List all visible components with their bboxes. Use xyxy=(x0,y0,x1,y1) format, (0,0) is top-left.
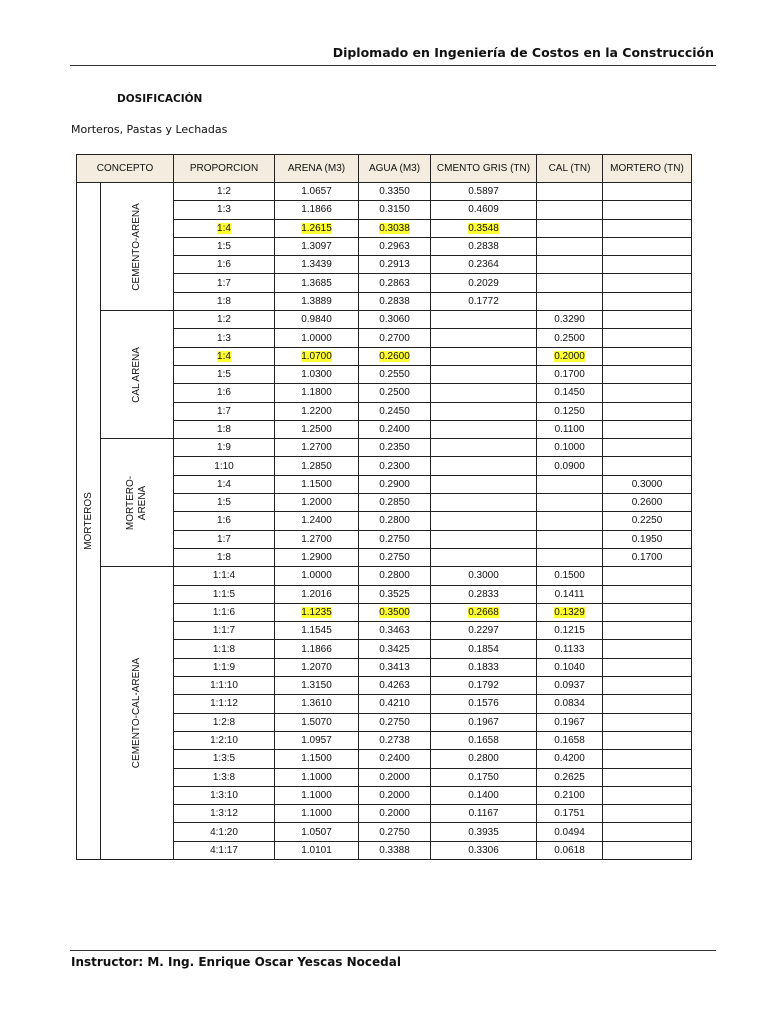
group-label: CEMENTO-CAL-ARENA xyxy=(101,567,174,860)
cell xyxy=(603,786,692,804)
cell xyxy=(603,311,692,329)
highlighted-value: 0.3500 xyxy=(379,606,410,618)
cell xyxy=(603,274,692,292)
cell xyxy=(431,219,537,237)
cell: 0.0494 xyxy=(537,823,603,841)
table-row xyxy=(77,183,692,201)
cell: 0.3150 xyxy=(359,201,431,219)
cell: 0.2750 xyxy=(359,548,431,566)
cell xyxy=(603,603,692,621)
cell: 0.2750 xyxy=(359,823,431,841)
cell: 0.2750 xyxy=(359,713,431,731)
cell: 0.2500 xyxy=(537,329,603,347)
cell: 1.1800 xyxy=(275,384,359,402)
cell: 1:10 xyxy=(174,457,275,475)
cell: 0.2838 xyxy=(431,237,537,255)
cell: 0.0618 xyxy=(537,841,603,859)
table-row xyxy=(77,567,692,585)
cell: 0.3525 xyxy=(359,585,431,603)
cell: 0.2029 xyxy=(431,274,537,292)
cell: 1.0657 xyxy=(275,183,359,201)
cell: 0.2350 xyxy=(359,439,431,457)
cell: 0.2625 xyxy=(537,768,603,786)
cell xyxy=(603,365,692,383)
cell: 0.3000 xyxy=(603,475,692,493)
cell: 1:1:6 xyxy=(174,603,275,621)
cell: 1:3 xyxy=(174,329,275,347)
cell: 0.2750 xyxy=(359,530,431,548)
cell: 1.2400 xyxy=(275,512,359,530)
cell: 1.1545 xyxy=(275,622,359,640)
cell: 1.0000 xyxy=(275,329,359,347)
cell: 0.1411 xyxy=(537,585,603,603)
cell: 1:8 xyxy=(174,548,275,566)
cell: 0.2000 xyxy=(359,786,431,804)
cell xyxy=(537,494,603,512)
cell: 0.3350 xyxy=(359,183,431,201)
highlighted-value: 0.3548 xyxy=(468,222,499,234)
dosificacion-table xyxy=(76,154,692,860)
cell xyxy=(431,457,537,475)
table-header-row xyxy=(77,155,692,183)
cell: 0.1040 xyxy=(537,658,603,676)
cell: 1.2500 xyxy=(275,420,359,438)
category-label: MORTEROS xyxy=(77,183,101,860)
cell xyxy=(431,494,537,512)
cell: 1.0507 xyxy=(275,823,359,841)
cell: 1:2 xyxy=(174,183,275,201)
cell: 1:2:10 xyxy=(174,731,275,749)
cell xyxy=(537,219,603,237)
cell: 0.1167 xyxy=(431,805,537,823)
cell: 0.3935 xyxy=(431,823,537,841)
cell xyxy=(431,512,537,530)
cell: 0.4200 xyxy=(537,750,603,768)
cell xyxy=(537,256,603,274)
cell: 0.2400 xyxy=(359,420,431,438)
cell: 0.2700 xyxy=(359,329,431,347)
cell xyxy=(603,567,692,585)
cell xyxy=(431,365,537,383)
highlighted-value: 1:4 xyxy=(217,350,231,362)
cell xyxy=(603,329,692,347)
cell: 1:1:12 xyxy=(174,695,275,713)
cell: 0.1250 xyxy=(537,402,603,420)
cell: 0.2297 xyxy=(431,622,537,640)
cell: 0.1133 xyxy=(537,640,603,658)
cell: 1:4 xyxy=(174,475,275,493)
cell xyxy=(275,603,359,621)
section-subtitle: Morteros, Pastas y Lechadas xyxy=(71,123,228,136)
cell: 1.3097 xyxy=(275,237,359,255)
cell: 1:1:8 xyxy=(174,640,275,658)
cell: 1:1:10 xyxy=(174,677,275,695)
cell: 1.0000 xyxy=(275,567,359,585)
cell: 0.1000 xyxy=(537,439,603,457)
cell: 1.1866 xyxy=(275,640,359,658)
cell xyxy=(603,292,692,310)
cell xyxy=(275,347,359,365)
cell: 1.0300 xyxy=(275,365,359,383)
cell: 1:5 xyxy=(174,237,275,255)
cell: 0.2300 xyxy=(359,457,431,475)
cell: 1.3889 xyxy=(275,292,359,310)
cell: 1:3:10 xyxy=(174,786,275,804)
cell: 1.2070 xyxy=(275,658,359,676)
cell xyxy=(537,183,603,201)
cell: 1:5 xyxy=(174,494,275,512)
cell: 1.2850 xyxy=(275,457,359,475)
cell: 0.0937 xyxy=(537,677,603,695)
cell: 1.0101 xyxy=(275,841,359,859)
cell xyxy=(603,219,692,237)
cell: 0.1700 xyxy=(537,365,603,383)
cell: 0.1658 xyxy=(537,731,603,749)
cell xyxy=(603,750,692,768)
cell: 1:1:7 xyxy=(174,622,275,640)
cell xyxy=(537,603,603,621)
cell xyxy=(603,201,692,219)
cell: 1:2:8 xyxy=(174,713,275,731)
cell: 0.3463 xyxy=(359,622,431,640)
cell xyxy=(603,731,692,749)
cell: 1:7 xyxy=(174,274,275,292)
cell: 0.1854 xyxy=(431,640,537,658)
cell: 0.2963 xyxy=(359,237,431,255)
cell xyxy=(431,311,537,329)
cell: 0.2000 xyxy=(359,805,431,823)
cell xyxy=(603,183,692,201)
cell: 0.1700 xyxy=(603,548,692,566)
cell xyxy=(431,439,537,457)
cell: 0.2400 xyxy=(359,750,431,768)
cell xyxy=(603,677,692,695)
cell: 1.0957 xyxy=(275,731,359,749)
cell: 0.2800 xyxy=(359,567,431,585)
cell: 0.1967 xyxy=(431,713,537,731)
cell: 0.1450 xyxy=(537,384,603,402)
cell xyxy=(603,402,692,420)
cell xyxy=(603,347,692,365)
cell: 1.1866 xyxy=(275,201,359,219)
cell xyxy=(603,585,692,603)
cell: 4:1:17 xyxy=(174,841,275,859)
highlighted-value: 0.1329 xyxy=(554,606,585,618)
cell: 1:8 xyxy=(174,420,275,438)
column-header: CONCEPTO xyxy=(77,155,174,183)
cell xyxy=(537,292,603,310)
cell: 0.3000 xyxy=(431,567,537,585)
cell: 1:6 xyxy=(174,256,275,274)
cell: 0.2863 xyxy=(359,274,431,292)
cell: 0.4609 xyxy=(431,201,537,219)
cell: 0.1400 xyxy=(431,786,537,804)
cell: 1.3685 xyxy=(275,274,359,292)
cell xyxy=(603,420,692,438)
cell: 0.4210 xyxy=(359,695,431,713)
cell: 0.1100 xyxy=(537,420,603,438)
highlighted-value: 0.2668 xyxy=(468,606,499,618)
cell: 0.4263 xyxy=(359,677,431,695)
highlighted-value: 1.1235 xyxy=(301,606,332,618)
cell: 0.3290 xyxy=(537,311,603,329)
cell xyxy=(603,805,692,823)
cell: 0.2600 xyxy=(603,494,692,512)
cell: 1:9 xyxy=(174,439,275,457)
group-label: CAL ARENA xyxy=(101,311,174,439)
cell: 1:8 xyxy=(174,292,275,310)
cell xyxy=(603,457,692,475)
cell xyxy=(537,201,603,219)
cell: 1.1500 xyxy=(275,750,359,768)
cell: 0.1967 xyxy=(537,713,603,731)
cell xyxy=(431,402,537,420)
cell xyxy=(359,347,431,365)
cell: 1:1:4 xyxy=(174,567,275,585)
section-title: DOSIFICACIÓN xyxy=(117,93,203,105)
cell: 1.1000 xyxy=(275,768,359,786)
cell: 1:6 xyxy=(174,512,275,530)
cell xyxy=(603,713,692,731)
cell xyxy=(537,512,603,530)
cell: 1:1:9 xyxy=(174,658,275,676)
cell: 0.2000 xyxy=(359,768,431,786)
cell: 1:3:8 xyxy=(174,768,275,786)
cell: 1:7 xyxy=(174,402,275,420)
highlighted-value: 1:4 xyxy=(217,222,231,234)
cell: 4:1:20 xyxy=(174,823,275,841)
cell xyxy=(603,237,692,255)
cell: 0.1750 xyxy=(431,768,537,786)
cell: 1.2700 xyxy=(275,530,359,548)
cell: 1:3:5 xyxy=(174,750,275,768)
cell: 0.2913 xyxy=(359,256,431,274)
cell: 0.1500 xyxy=(537,567,603,585)
cell xyxy=(359,219,431,237)
cell: 0.9840 xyxy=(275,311,359,329)
cell: 0.1950 xyxy=(603,530,692,548)
cell: 1:1:5 xyxy=(174,585,275,603)
table-row xyxy=(77,439,692,457)
table-row xyxy=(77,311,692,329)
cell: 0.2250 xyxy=(603,512,692,530)
highlighted-value: 0.2600 xyxy=(379,350,410,362)
cell: 1.2700 xyxy=(275,439,359,457)
highlighted-value: 0.3038 xyxy=(379,222,410,234)
cell: 1.3439 xyxy=(275,256,359,274)
cell: 0.1215 xyxy=(537,622,603,640)
cell: 1:7 xyxy=(174,530,275,548)
cell xyxy=(431,475,537,493)
cell: 1:5 xyxy=(174,365,275,383)
cell xyxy=(275,219,359,237)
cell xyxy=(603,622,692,640)
cell xyxy=(359,603,431,621)
highlighted-value: 0.2000 xyxy=(554,350,585,362)
cell: 1.2200 xyxy=(275,402,359,420)
cell: 0.2800 xyxy=(431,750,537,768)
cell xyxy=(603,658,692,676)
cell: 1.3610 xyxy=(275,695,359,713)
cell xyxy=(603,695,692,713)
cell: 0.1772 xyxy=(431,292,537,310)
cell: 0.2838 xyxy=(359,292,431,310)
cell xyxy=(431,347,537,365)
cell xyxy=(603,823,692,841)
cell: 0.2100 xyxy=(537,786,603,804)
cell: 1.5070 xyxy=(275,713,359,731)
cell: 0.2738 xyxy=(359,731,431,749)
cell: 0.5897 xyxy=(431,183,537,201)
cell xyxy=(431,548,537,566)
cell: 0.2450 xyxy=(359,402,431,420)
cell: 0.3388 xyxy=(359,841,431,859)
cell: 0.3060 xyxy=(359,311,431,329)
cell: 1.2016 xyxy=(275,585,359,603)
cell xyxy=(603,384,692,402)
cell: 1:3 xyxy=(174,201,275,219)
cell xyxy=(603,439,692,457)
column-header: MORTERO (TN) xyxy=(603,155,692,183)
group-label: CEMENTO-ARENA xyxy=(101,183,174,311)
cell: 0.0834 xyxy=(537,695,603,713)
footer-instructor: Instructor: M. Ing. Enrique Oscar Yescas Nocedal xyxy=(71,955,401,969)
cell xyxy=(174,219,275,237)
cell xyxy=(537,530,603,548)
cell: 0.2364 xyxy=(431,256,537,274)
cell xyxy=(431,384,537,402)
document-header-title: Diplomado en Ingeniería de Costos en la Construcción xyxy=(332,45,714,60)
cell: 0.3413 xyxy=(359,658,431,676)
cell: 0.1576 xyxy=(431,695,537,713)
cell: 0.2850 xyxy=(359,494,431,512)
cell: 0.2500 xyxy=(359,384,431,402)
cell xyxy=(537,274,603,292)
cell: 0.2550 xyxy=(359,365,431,383)
footer-divider xyxy=(70,950,716,951)
cell: 1.3150 xyxy=(275,677,359,695)
cell xyxy=(431,329,537,347)
cell: 1:3:12 xyxy=(174,805,275,823)
highlighted-value: 1.2615 xyxy=(301,222,332,234)
cell: 1:6 xyxy=(174,384,275,402)
group-label: MORTERO- ARENA xyxy=(101,439,174,567)
cell xyxy=(431,603,537,621)
cell: 1.1000 xyxy=(275,786,359,804)
column-header: AGUA (M3) xyxy=(359,155,431,183)
highlighted-value: 1.0700 xyxy=(301,350,332,362)
cell xyxy=(537,548,603,566)
cell xyxy=(603,841,692,859)
cell xyxy=(174,347,275,365)
cell xyxy=(431,420,537,438)
header-divider xyxy=(70,65,716,66)
cell: 1:2 xyxy=(174,311,275,329)
cell xyxy=(603,256,692,274)
cell xyxy=(603,768,692,786)
cell: 1.2000 xyxy=(275,494,359,512)
cell xyxy=(537,475,603,493)
cell: 0.0900 xyxy=(537,457,603,475)
cell xyxy=(431,530,537,548)
cell: 0.2800 xyxy=(359,512,431,530)
cell xyxy=(603,640,692,658)
cell: 0.3306 xyxy=(431,841,537,859)
cell: 0.3425 xyxy=(359,640,431,658)
cell: 0.2900 xyxy=(359,475,431,493)
column-header: CAL (TN) xyxy=(537,155,603,183)
cell xyxy=(537,347,603,365)
column-header: PROPORCION xyxy=(174,155,275,183)
cell: 0.1751 xyxy=(537,805,603,823)
cell: 0.1833 xyxy=(431,658,537,676)
cell: 1.1000 xyxy=(275,805,359,823)
column-header: CMENTO GRIS (TN) xyxy=(431,155,537,183)
cell xyxy=(537,237,603,255)
cell: 0.1658 xyxy=(431,731,537,749)
cell: 0.1792 xyxy=(431,677,537,695)
cell: 0.2833 xyxy=(431,585,537,603)
column-header: ARENA (M3) xyxy=(275,155,359,183)
cell: 1.2900 xyxy=(275,548,359,566)
cell: 1.1500 xyxy=(275,475,359,493)
